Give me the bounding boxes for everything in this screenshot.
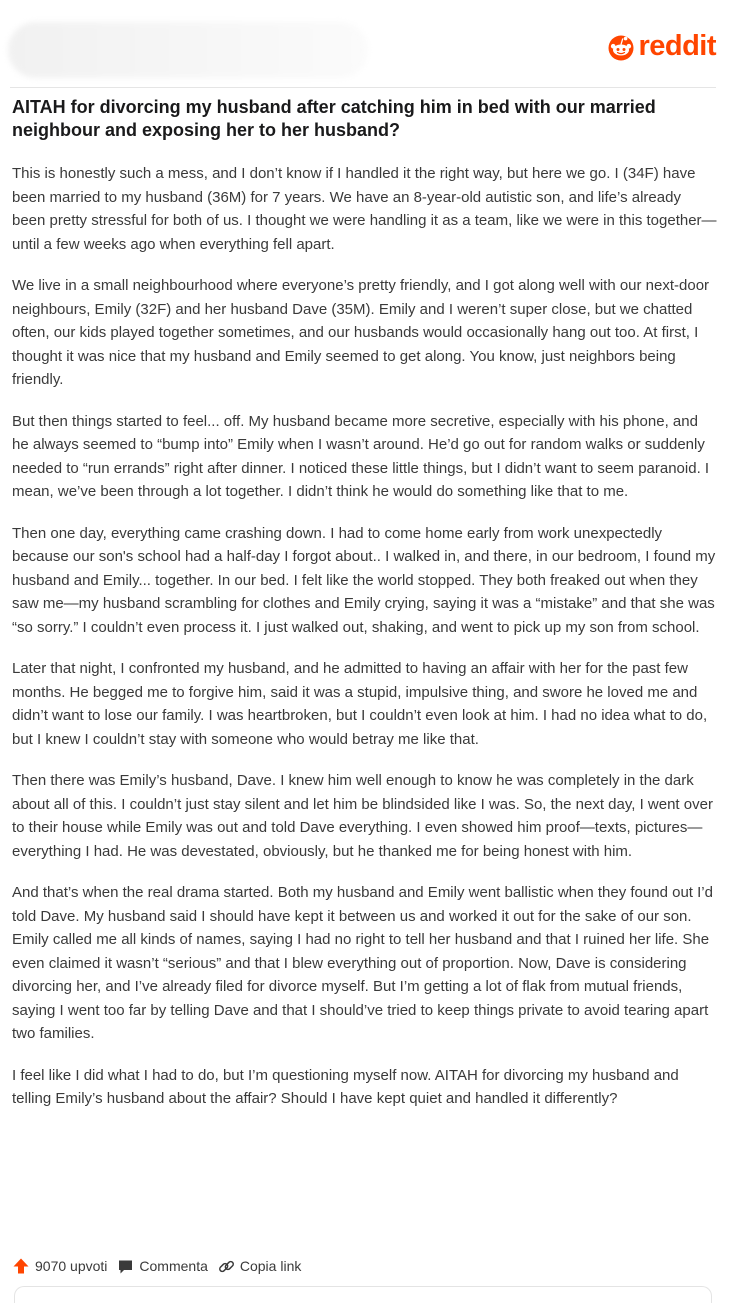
comment-button[interactable] — [117, 1258, 207, 1275]
copy-link-label: Copia link — [239, 1258, 302, 1274]
upvote-button[interactable] — [12, 1257, 107, 1275]
comment-box-edge — [14, 1286, 712, 1303]
comment-icon — [117, 1258, 134, 1275]
post-paragraph: Then one day, everything came crashing down. I had to come home early from work unexpectedly because our son's school had a half-day I forgot about.. I walked in, and there, in our bedroom, I found my husband and Emily... together. In our bed. I felt like the world stopped. They both freaked out when they saw me—my husband scrambling for clothes and Emily crying, saying it was a “mistake” and that she was “so sorry.” I couldn’t even process it. I just walked out, shaking, and went to pick up my son from school. — [12, 524, 716, 636]
blurred-username-area — [8, 22, 368, 78]
post-paragraph: Then there was Emily’s husband, Dave. I knew him well enough to know he was completely in the dark about all of this. I couldn’t just stay silent and let him be blindsided like I was. So, the next day, I went over to their house while Emily was out and told Dave everything. I even showed him proof—texts, pictures—everything I had. He was devestated, obviously, but he thanked me for being honest with him. — [12, 772, 713, 860]
link-icon — [218, 1258, 235, 1275]
post-paragraph: I feel like I did what I had to do, but I’m questioning myself now. AITAH for divorcing my husband and telling Emily’s husband about the affair? Should I have kept quiet and handled it differently? — [12, 1066, 679, 1107]
post-paragraph: This is honestly such a mess, and I don’t know if I handled it the right way, but here we go. I (34F) have been married to my husband (36M) for 7 years. We have an 8-year-old autistic son, and life’s already been pretty stressful for both of us. I thought we were handling it as a team, like we were in this together—until a few weeks ago when everything fell apart. — [12, 165, 717, 253]
reddit-logo[interactable] — [607, 32, 716, 61]
post-title: AITAH for divorcing my husband after catching him in bed with our married neighbour and exposing her to her husband? — [12, 97, 656, 140]
post-paragraph: Later that night, I confronted my husband, and he admitted to having an affair with her for the past few months. He begged me to forgive him, said it was a stupid, impulsive thing, and swore he loved me and didn’t want to lose our family. I was heartbroken, but I couldn’t even look at him. I had no idea what to do, but I knew I couldn’t stay with someone who would betray me like that. — [12, 660, 708, 748]
post-paragraph: We live in a small neighbourhood where everyone’s pretty friendly, and I got along well with our next-door neighbours, Emily (32F) and her husband Dave (35M). Emily and I weren’t super close, but we chatted often, our kids played together sometimes, and our husbands would occasionally hang out too. At first, I thought it was nice that my husband and Emily seemed to get along. You know, just neighbors being friendly. — [12, 277, 710, 388]
copy-link-button[interactable] — [218, 1258, 301, 1275]
post-paragraph: And that’s when the real drama started. Both my husband and Emily went ballistic when they found out I’d told Dave. My husband said I should have kept it between us and worked it out for the sake of our son. Emily called me all kinds of names, saying I had no right to tell her husband and that I ruined her life. She even claimed it wasn’t “serious” and that I blew everything out of proportion. Now, Dave is considering divorcing her, and I’ve already filed for divorce myself. But I’m getting a lot of flak from mutual friends, saying I went too far by telling Dave and that I should’ve tried to keep things private to avoid tearing apart two families. — [12, 884, 713, 1042]
upvote-arrow-icon — [12, 1257, 30, 1275]
header-divider — [10, 87, 716, 88]
reddit-alien-icon — [607, 33, 635, 61]
brand-name: reddit — [638, 30, 716, 62]
header — [0, 0, 730, 88]
post-actions — [12, 1257, 311, 1275]
post-paragraph: But then things started to feel... off. My husband became more secretive, especially with his phone, and he always seemed to “bump into” Emily when I wasn’t around. He’d go out for random walks or suddenly needed to “run errands” right after dinner. I noticed these little things, but I didn’t want to seem paranoid. I mean, we’ve been through a lot together. I didn’t think he would do something like that to me. — [12, 412, 710, 500]
upvote-count: 9070 upvoti — [35, 1258, 108, 1274]
comment-label: Commenta — [139, 1258, 208, 1274]
post-body — [12, 162, 718, 1129]
